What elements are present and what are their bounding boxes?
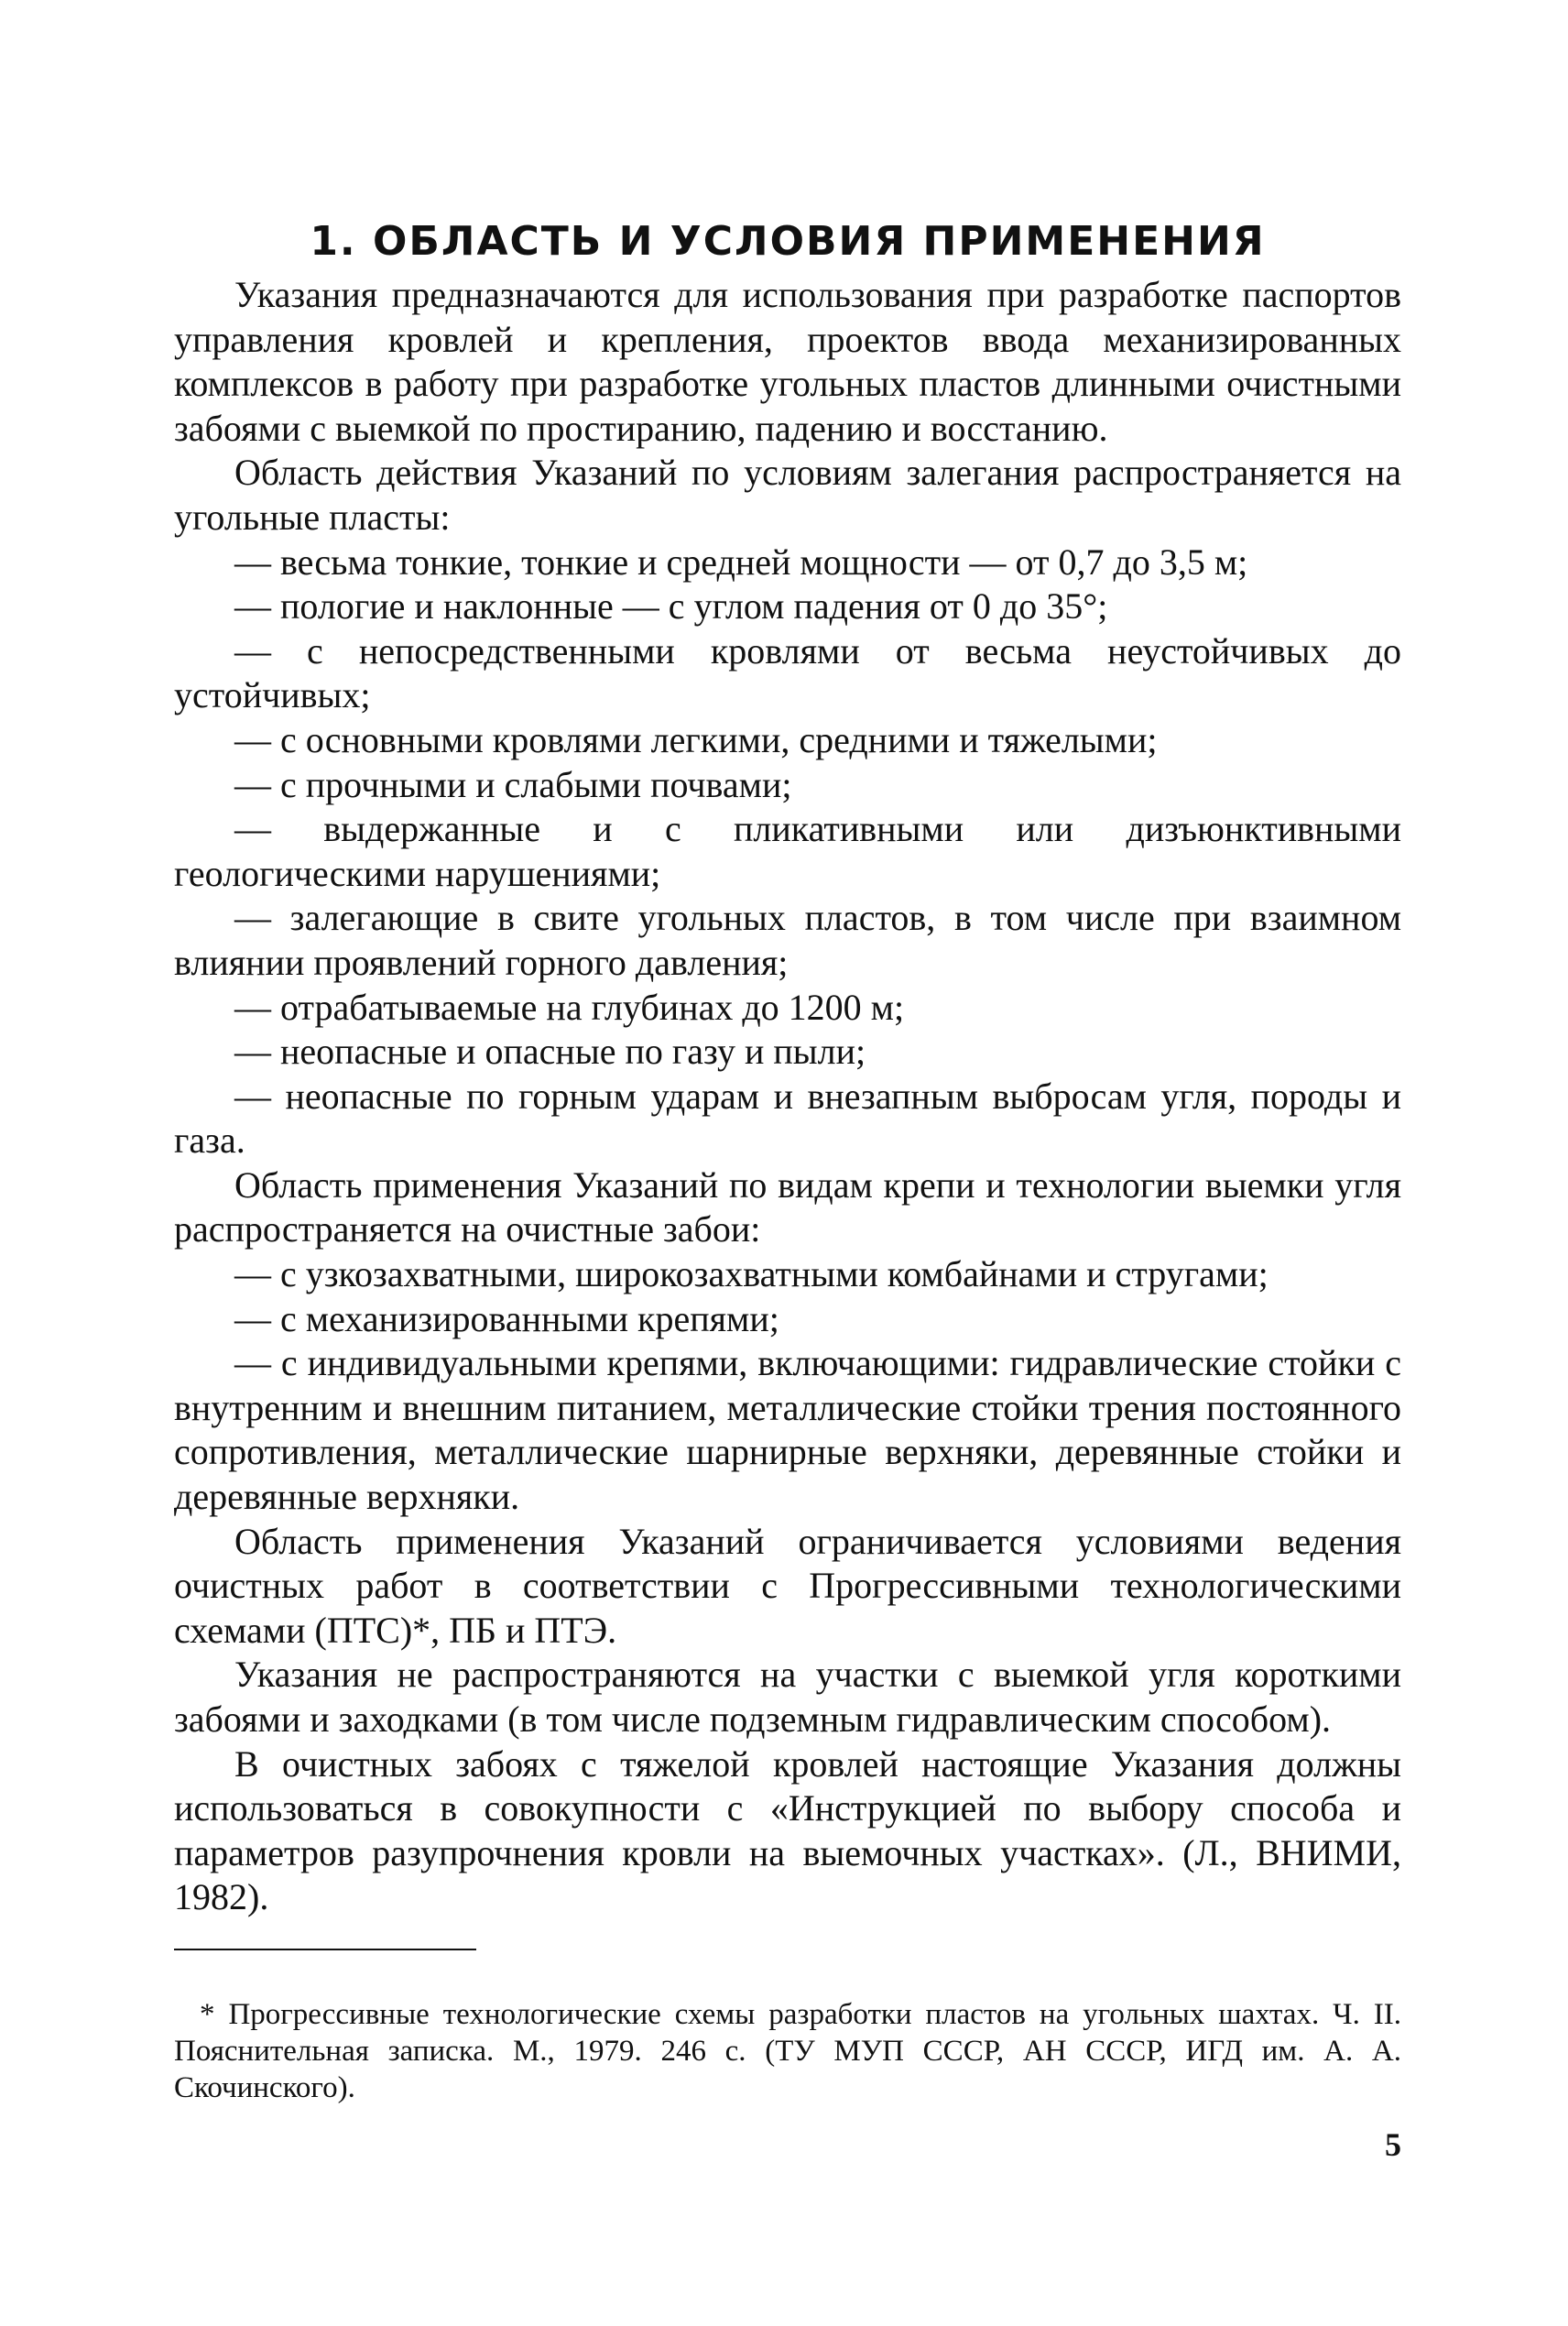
list-item: — с прочными и слабыми почвами; (234, 763, 792, 805)
paragraph: Указания предназначаются для использования при разработке паспортов управления кровлей и крепления, проектов ввода механизированных комплексов в работу при разработке угольных пластов длинными очистными забоями с выемкой по простиранию, падению и восстанию. (174, 274, 1401, 449)
paragraph: Область применения Указаний по видам крепи и технологии выемки угля распространяется на очистные забои: (174, 1163, 1401, 1250)
footnote: * Прогрессивные технологические схемы разработки пластов на угольных шахтах. Ч. II. Пояснительная записка. М., 1979. 246 с. (ТУ МУП СССР, АН СССР, ИГД им. А. А. Скочинского). (174, 1998, 1401, 2104)
footnote-divider (174, 1949, 476, 1950)
list-item: — весьма тонкие, тонкие и средней мощности — от 0,7 до 3,5 м; (234, 541, 1248, 583)
list-item: — выдержанные и с пликативными или дизъюнктивными геологическими нарушениями; (174, 808, 1401, 894)
list-item: — с механизированными крепями; (234, 1297, 779, 1339)
list-item: — с основными кровлями легкими, средними и тяжелыми; (234, 718, 1158, 760)
paragraph: Указания не распространяются на участки с выемкой угля короткими забоями и заходками (в том числе подземным гидравлическим способом). (174, 1654, 1401, 1740)
list-item: — с узкозахватными, широкозахватными комбайнами и стругами; (234, 1253, 1269, 1295)
paragraph: Область действия Указаний по условиям залегания распространяется на угольные пласты: (174, 452, 1401, 538)
list-item: — с непосредственными кровлями от весьма неустойчивых до устойчивых; (174, 629, 1401, 716)
section-heading: 1. ОБЛАСТЬ И УСЛОВИЯ ПРИМЕНЕНИЯ (310, 218, 1266, 266)
page-number: 5 (1385, 2126, 1401, 2163)
paragraph: Область применения Указаний ограничивается условиями ведения очистных работ в соответствии с Прогрессивными технологическими схемами (ПТС)*, ПБ и ПТЭ. (174, 1520, 1401, 1651)
list-item: — с индивидуальными крепями, включающими: гидравлические стойки с внутренним и внешним питанием, металлические стойки трения постоянного сопротивления, металлические шарнирные верхняки, деревянные стойки и деревянные верхняки. (174, 1342, 1401, 1518)
paragraph: В очистных забоях с тяжелой кровлей настоящие Указания должны использоваться в совокупности с «Инструкцией по выбору способа и параметров разупрочнения кровли на выемочных участках». (Л., ВНИМИ, 1982). (174, 1742, 1401, 1918)
list-item: — неопасные по горным ударам и внезапным выбросам угля, породы и газа. (174, 1075, 1401, 1162)
list-item: — пологие и наклонные — с углом падения от 0 до 35°; (234, 585, 1108, 628)
body-text (174, 273, 1401, 1920)
list-item: — залегающие в свите угольных пластов, в том числе при взаимном влиянии проявлений горного давления; (174, 897, 1401, 983)
list-item: — неопасные и опасные по газу и пыли; (234, 1031, 866, 1073)
list-item: — отрабатываемые на глубинах до 1200 м; (234, 986, 905, 1028)
